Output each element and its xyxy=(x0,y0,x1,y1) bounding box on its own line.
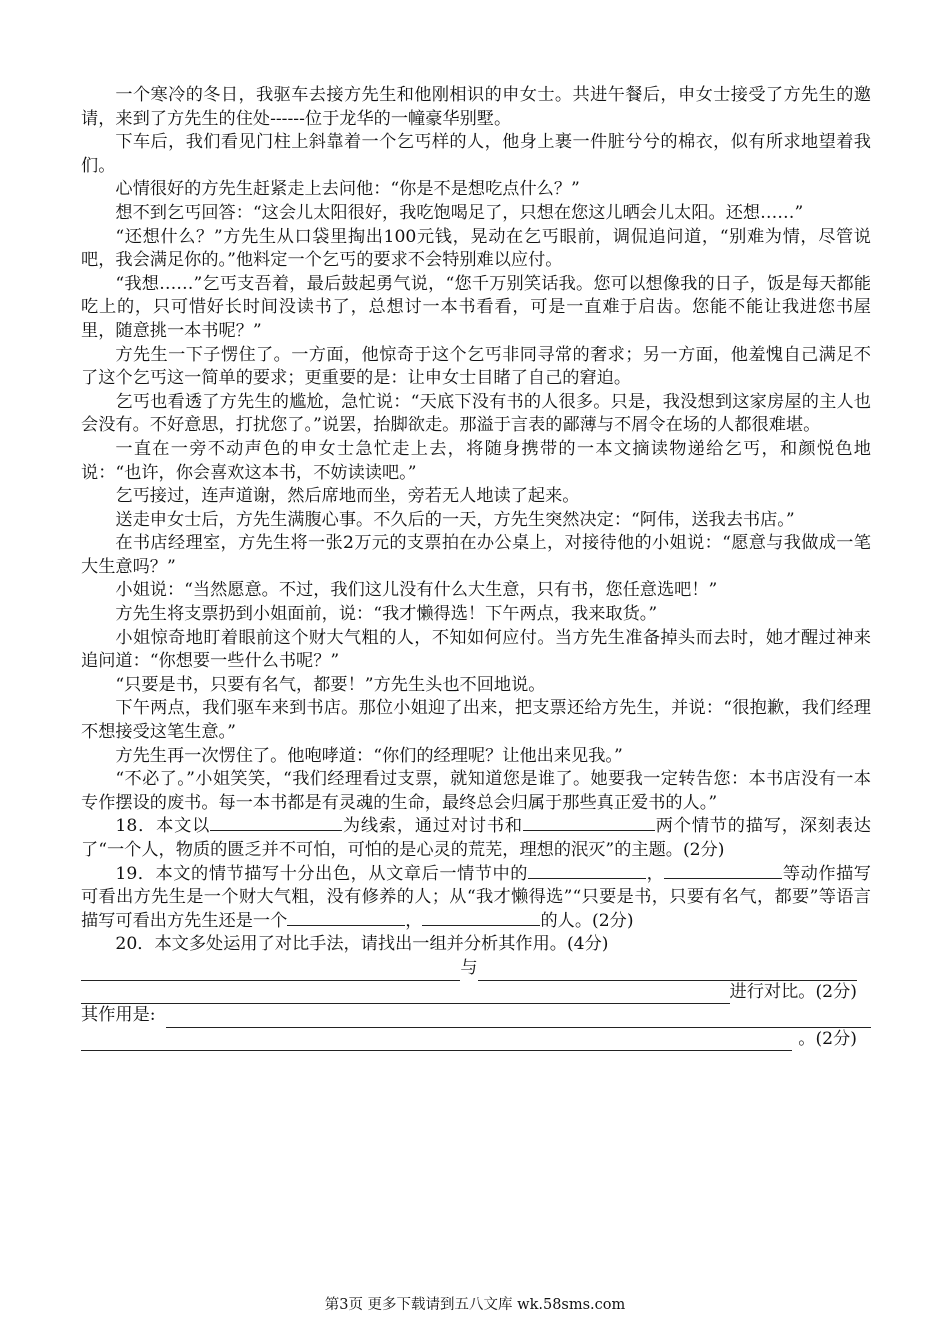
article-body xyxy=(81,84,871,1051)
q20-end-label: 。(2分) xyxy=(798,1028,857,1049)
paragraph-19: “不必了。”小姐笑笑，“我们经理看过支票，就知道您是谁了。她要我一定转告您：本书店没有一本专作摆设的废书。每一本书都是有灵魂的生命，最终总会归属于那些真正爱书的人。” xyxy=(81,769,871,813)
q19-text-1: 19．本文的情节描写十分出色，从文章后一情节中的 xyxy=(115,863,529,884)
paragraph-6: “我想……”乞丐支吾着，最后鼓起勇气说，“您千万别笑话我。您可以想像我的日子，饭是每天都能吃上的，只可惜好长时间没读书了，总想讨一本书看看，可是一直难于启齿。您能不能让我进您书屋里，随意挑一本书呢？” xyxy=(81,273,871,341)
paragraph-1: 一个寒冷的冬日，我驱车去接方先生和他刚相识的申女士。共进午餐后，申女士接受了方先生的邀请，来到了方先生的住处------位于龙华的一幢豪华别墅。 xyxy=(81,85,871,129)
paragraph-9: 一直在一旁不动声色的申女士急忙走上去，将随身携带的一本文摘读物递给乞丐，和颜悦色地说：“也许，你会喜欢这本书，不妨读读吧。” xyxy=(81,438,871,483)
page-footer: 第3页 更多下载请到五八文库 wk.58sms.com xyxy=(324,1297,626,1313)
paragraph-4: 想不到乞丐回答：“这会儿太阳很好，我吃饱喝足了，只想在您这儿晒会儿太阳。还想……” xyxy=(115,202,804,223)
q19-blank-trait-1[interactable] xyxy=(287,910,405,926)
q19-blank-action-2[interactable] xyxy=(664,863,782,879)
paragraph-16: “只要是书，只要有名气，都要！”方先生头也不回地说。 xyxy=(115,674,546,695)
paragraph-18: 方先生再一次愣住了。他咆哮道：“你们的经理呢？让他出来见我。” xyxy=(115,745,623,766)
q20-effect-label: 其作用是: xyxy=(81,1005,156,1026)
q18-blank-clue[interactable] xyxy=(210,815,342,831)
q19-sep-1: ， xyxy=(646,863,665,884)
q19-blank-action-1[interactable] xyxy=(528,863,646,879)
q19-blank-trait-2[interactable] xyxy=(422,910,540,926)
q20-answer-line-1 xyxy=(81,957,871,981)
q20-blank-item-b-cont[interactable] xyxy=(81,986,730,1004)
q18-text-2: 为线索，通过对讨书和 xyxy=(342,816,523,837)
q20-blank-item-a[interactable] xyxy=(81,963,460,981)
q20-answer-line-2 xyxy=(81,981,871,1005)
paragraph-17: 下午两点，我们驱车来到书店。那位小姐迎了出来，把支票还给方先生，并说：“很抱歉，我们经理不想接受这笔生意。” xyxy=(81,698,871,743)
paragraph-8: 乞丐也看透了方先生的尴尬，急忙说：“天底下没有书的人很多。只是，我没想到这家房屋的主人也会没有。不好意思，打扰您了。”说罢，抬脚欲走。那溢于言表的鄙薄与不屑令在场的人都很难堪。 xyxy=(81,391,871,436)
q20-blank-effect[interactable] xyxy=(166,1010,871,1028)
paragraph-12: 在书店经理室，方先生将一张2万元的支票拍在办公桌上，对接待他的小姐说：“愿意与我做成一笔大生意吗？” xyxy=(81,533,871,577)
paragraph-5: “还想什么？”方先生从口袋里掏出100元钱，晃动在乞丐眼前，调侃追问道，“别难为情，尽管说吧，我会满足你的。”他料定一个乞丐的要求不会特别难以应付。 xyxy=(81,226,871,271)
paragraph-2: 下车后，我们看见门柱上斜靠着一个乞丐样的人，他身上裹一件脏兮兮的棉衣，似有所求地望着我们。 xyxy=(81,132,871,176)
question-18 xyxy=(81,815,871,862)
q18-blank-plot[interactable] xyxy=(523,815,655,831)
q20-blank-effect-cont[interactable] xyxy=(81,1033,792,1051)
q19-sep-2: ， xyxy=(405,910,423,931)
paragraph-10: 乞丐接过，连声道谢，然后席地而坐，旁若无人地读了起来。 xyxy=(115,486,580,507)
q20-contrast-label: 进行对比。(2分) xyxy=(729,981,857,1002)
paragraph-3: 心情很好的方先生赶紧走上去问他：“你是不是想吃点什么？” xyxy=(115,179,580,200)
q19-text-3: 的人。(2分) xyxy=(540,910,634,931)
q20-answer-line-3 xyxy=(81,1004,871,1028)
paragraph-13: 小姐说：“当然愿意。不过，我们这儿没有什么大生意，只有书，您任意选吧！” xyxy=(115,580,718,601)
q19-text-2: 等动作描写可看出方先生是一个财大气粗，没有修养的人；从“我才懒得选”“只要是书，只要有名气，都要”等语言描写可看出方先生还是一个 xyxy=(81,863,871,931)
question-20-prompt: 20．本文多处运用了对比手法，请找出一组并分析其作用。(4分) xyxy=(115,934,609,955)
q20-blank-item-b[interactable] xyxy=(478,963,857,981)
q20-with-label: 与 xyxy=(460,957,478,978)
question-19 xyxy=(81,863,871,934)
paragraph-11: 送走申女士后，方先生满腹心事。不久后的一天，方先生突然决定：“阿伟，送我去书店。” xyxy=(115,509,795,530)
paragraph-7: 方先生一下子愣住了。一方面，他惊奇于这个乞丐非同寻常的奢求；另一方面，他羞愧自己满足不了这个乞丐这一简单的要求；更重要的是：让申女士目睹了自己的窘迫。 xyxy=(81,344,871,389)
paragraph-14: 方先生将支票扔到小姐面前，说：“我才懒得选！下午两点，我来取货。” xyxy=(115,604,658,625)
q18-text-1: 18．本文以 xyxy=(115,816,211,837)
paragraph-15: 小姐惊奇地盯着眼前这个财大气粗的人，不知如何应付。当方先生准备掉头而去时，她才醒过神来追问道：“你想要一些什么书呢？” xyxy=(81,627,871,672)
q18-text-3: 两个情节的描写，深刻表达了“一个人，物质的匮乏并不可怕，可怕的是心灵的荒芜，理想的泯灭”的主题。(2分) xyxy=(81,816,871,860)
q20-answer-line-4 xyxy=(81,1028,871,1052)
